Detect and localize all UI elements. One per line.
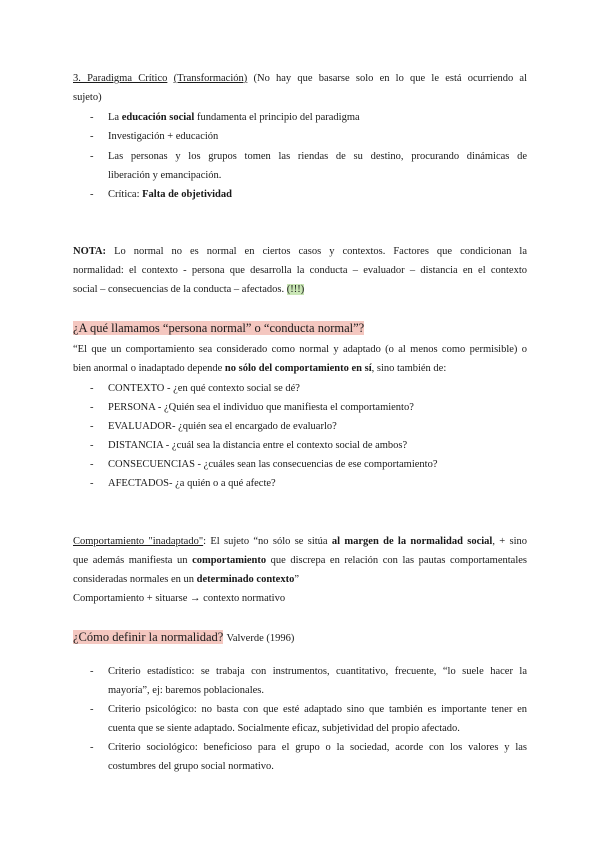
s3-item-1: La educación social fundamenta el principio del paradigma [108,112,360,123]
quote-line1: “El que un comportamiento sea considerado como normal y adaptado (o al menos como permisible) o [73,344,527,355]
inadaptado-line3: consideradas normales en un determinado contexto” [73,574,300,585]
criterio-sociologico-line1: Criterio sociológico: beneficioso para el grupo o la sociedad, acorde con los valores y las [108,742,527,753]
s3-item-3-line1: Las personas y los grupos tomen las riendas de su destino, procurando dinámicas de [108,151,527,162]
bullet-dash: - [90,704,94,715]
factor-item-persona: PERSONA - ¿Quién sea el individuo que manifiesta el comportamiento? [108,402,414,413]
nota-line2: normalidad: el contexto - persona que desarrolla la conducta – evaluador – distancia en el contexto [73,265,527,276]
nota-highlight: (!!!) [286,284,305,295]
section3-line2: sujeto) [73,92,102,103]
factor-item-contexto: CONTEXTO - ¿en qué contexto social se dé? [108,383,300,394]
bullet-dash: - [90,478,94,489]
factor-item-distancia: DISTANCIA - ¿cuál sea la distancia entre el contexto social de ambos? [108,440,408,451]
section3-title: 3. Paradigma Crítico [73,73,168,84]
section3-title-paren: (Transformación) [173,73,248,84]
factor-item-afectados: AFECTADOS- ¿a quién o a qué afecte? [108,478,276,489]
criterio-estadistico-line2: mayoría”, ej: baremos poblacionales. [108,685,264,696]
bullet-dash: - [90,742,94,753]
heading-normalidad: ¿Cómo definir la normalidad? Valverde (1996) [73,630,295,644]
bullet-dash: - [90,402,94,413]
criterio-psicologico-line2: cuenta que se siente adaptado. Socialmente eficaz, subjetividad del propio afectado. [108,723,460,734]
bullet-dash: - [90,459,94,470]
bullet-dash: - [90,383,94,394]
criterio-sociologico-line2: costumbres del grupo social normativo. [108,761,274,772]
s3-item-2: Investigación + educación [108,131,219,142]
heading-persona-normal: ¿A qué llamamos “persona normal” o “conducta normal”? [73,321,365,335]
inadaptado-formula: Comportamiento + situarse → contexto normativo [73,593,286,604]
s3-item-3-line2: liberación y emancipación. [108,170,222,181]
nota-line3: social – consecuencias de la conducta – afectados. (!!!) [73,284,305,295]
bullet-dash: - [90,440,94,451]
bullet-dash: - [90,189,94,200]
nota-line1: NOTA: Lo normal no es normal en ciertos casos y contextos. Factores que condicionan la [73,246,527,257]
bullet-dash: - [90,151,94,162]
section3-note: (No hay que basarse solo en lo que le está ocurriendo al [253,73,527,84]
section3-line1 [73,72,527,86]
s3-item-4: Crítica: Falta de objetividad [108,189,232,200]
criterio-psicologico-line1: Criterio psicológico: no basta con que esté adaptado sino que también es importante tener en [108,704,527,715]
bullet-dash: - [90,421,94,432]
factor-item-evaluador: EVALUADOR- ¿quién sea el encargado de evaluarlo? [108,421,337,432]
bullet-dash: - [90,112,94,123]
criterio-estadistico-line1: Criterio estadístico: se trabaja con instrumentos, cuantitativo, frecuente, “lo suele hacer la [108,666,527,677]
inadaptado-line2: que además manifiesta un comportamiento que discrepa en relación con las pautas comportamentales [73,555,527,566]
bullet-dash: - [90,666,94,677]
bullet-dash: - [90,131,94,142]
inadaptado-line1: Comportamiento "inadaptado": El sujeto “no sólo se sitúa al margen de la normalidad social, + sino [73,536,527,547]
factor-item-consecuencias: CONSECUENCIAS - ¿cuáles sean las consecuencias de ese comportamiento? [108,459,438,470]
quote-line2: bien anormal o inadaptado depende no sólo del comportamiento en sí, sino también de: [73,363,447,374]
